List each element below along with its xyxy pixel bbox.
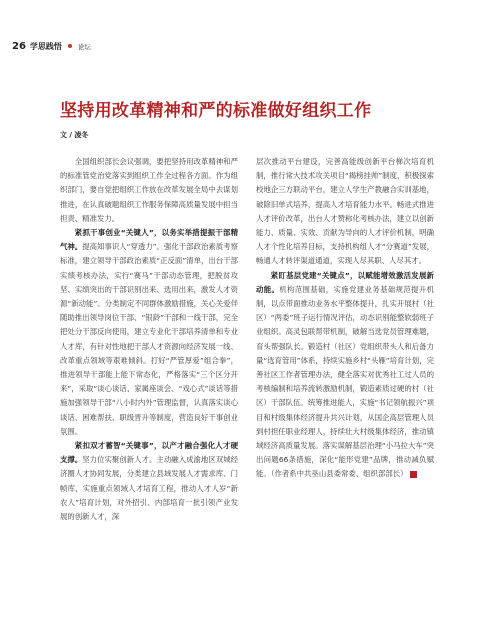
left-paragraph-2 — [60, 226, 238, 439]
paragraph-text: 提高知事识人“穿透力”。强化干部政治素质考察标准，建立领导干部政治素质“正反面”清单，出台干部实绩考核办法，实行“赛马”干部动态管理，把脱贫攻坚、实绩突出的干部识别出来、选用出来，激发人才资源“新动能”。分类制定不同群体激励措施，关心关爱伴随助推出领导岗位干部、“银龄”干部和一线干部，完全把处分干部反向使用，建立专业化干部培养清单和专业人才库，有针对性地把干部人才资源向经济发展一线、改革重点领域等艰难倾斜。打好“严管厚爱”组合拳”，推进领导干部能上能下常态化，严格落实“三个区分开来”，采取“谈心谈话、家属座谈会、“戏心式”谈话等措施加强领导干部“八小时内外”管理监督，认真落实谈心谈话、困难帮扶、职级晋升等制度，营造良好干事创业氛围。 — [60, 242, 238, 436]
paragraph-text: 层次推动平台建设，完善高能级创新平台梯次培育机制，推行常大技术攻关项目“揭榜挂帅”制度，积极探索校地企三方联动平台，建立人学生产教融合实训基地，破除旧单式培养，提高人才培育能力水平。畅进式推进人才评价改革，出台人才赞称化考核办法，建立以创新能力、质量、实效、贡献为导向的人才评价机制，明确人才个性化培养目标，支持机构组人才“分赛道”发展，畅通人才转评渠道通道，实现人尽其职、人尽其才。 — [256, 157, 434, 266]
end-mark-icon: ■ — [410, 471, 417, 478]
article-author: 文 / 凌冬 — [60, 131, 89, 139]
section-name: 学思践悟 — [29, 41, 62, 51]
section-dot-icon — [68, 44, 72, 48]
right-paragraph-1 — [256, 155, 434, 269]
paragraph-text: 机构范围基础，实施党建业务基础规范提升机制，以点带面推动业务水平整体提升，扎实开展村（社区）“两委”班子运行情况评估，动态识别能整软弱班子业组织。高灵包联帮带机制，破解当选党员管理难题，育头帮强队长。锻造村（社区）党组织带头人和后备力量“选育管用”体系，持续实施乡村“头雁”培育计划，完善社区工作者管理办法，健全落实对优秀社工过人员的考核编制和培养流转激励机制，锻造素质过硬的村（社区）干部队伍。统筹推进能人，实施“书记领航振兴”项目和村级集体经济提升共兴计划，从国企高层管理人员到村担任职业经理人，持续壮大村级集体经济，推动镇域经济高质量发展。落实谋解基层治理“小马拉大车”突出问题66条措施，深化“能形党建”品牌，推动减负赋能。（作者系中共巫山县委常委、组织部部长） — [256, 284, 434, 479]
left-column — [60, 155, 238, 524]
page-number: 26 — [12, 40, 26, 52]
paragraph-heading: 紧盯基层党建“关键点”，以赋能增效激活发展新动能。 — [256, 270, 434, 294]
paragraph-heading: 紧抓干事创业“关键人”，以务实举措提振干部精气神。 — [60, 228, 238, 252]
subsection-name: 论坛 — [77, 42, 91, 51]
page-header — [12, 40, 91, 52]
paragraph-heading: 紧扣双才蓄智“关键事”，以产才融合强化人才硬支撑。 — [60, 441, 238, 465]
paragraph-text: 全国组织部长会议强调，要把坚持用改革精神和严的标准管党治党落实到组织工作全过程各方面。作为组织部门，要自觉把组织工作放在改革发展全局中去谋划推进，在认真破题组织工作服务保障高质量发展中担当担责、精准发力。 — [60, 157, 238, 223]
left-paragraph-3 — [60, 439, 238, 524]
paragraph-text: 坚力位实聚创新人才。主动融入成渝地区双城经济圈人才协同发展，分类建立县域发展人才需求库、门帧库，实施重点领域人才培育工程，推动人才人岁“新农人”培育计划，对外招引、内部培育一批引领产业发展的创新人才，深 — [60, 455, 238, 522]
right-column — [256, 155, 434, 482]
article-title: 坚持用改革精神和严的标准做好组织工作 — [60, 101, 372, 121]
left-paragraph-1 — [60, 155, 238, 226]
right-paragraph-2 — [256, 269, 434, 482]
